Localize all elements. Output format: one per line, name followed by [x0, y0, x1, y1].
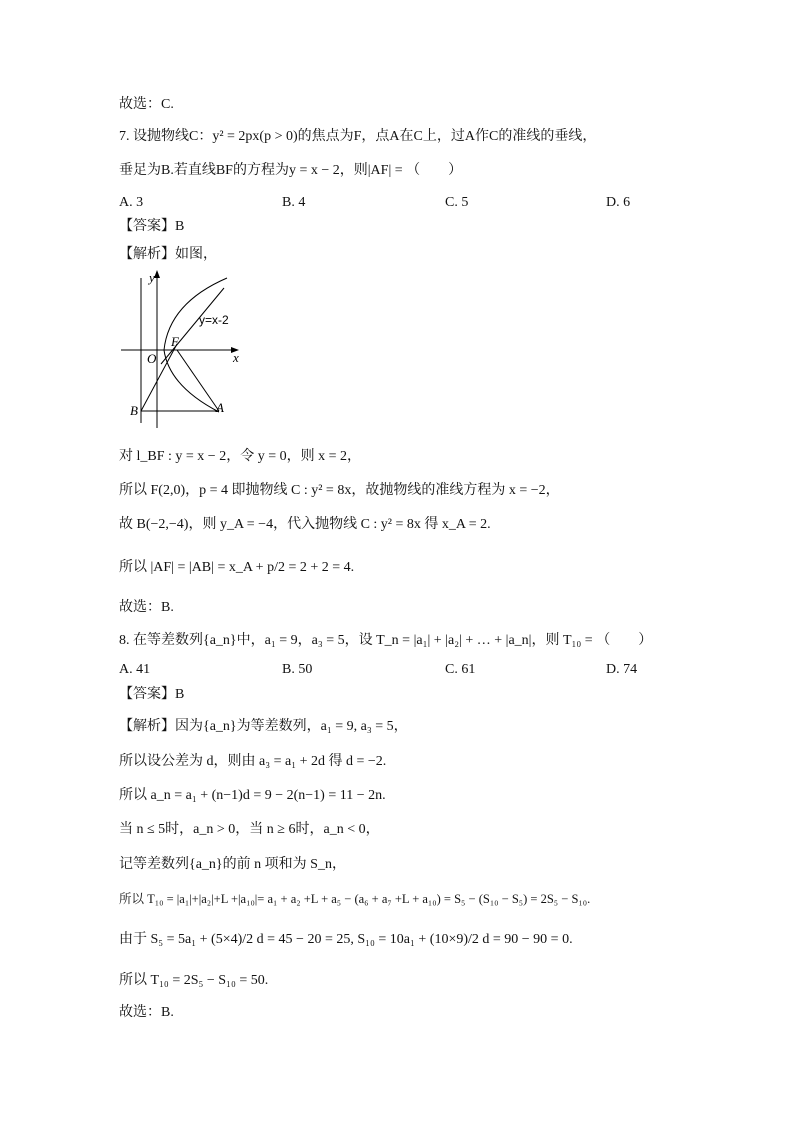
q8-option-d: D. 74: [606, 662, 638, 677]
line-equation-label: y=x-2: [199, 313, 229, 327]
q8-analysis-1: 【解析】因为{a_n}为等差数列，a₁ = 9, a₃ = 5，: [119, 719, 408, 734]
q8-analysis-2: 所以设公差为 d，则由 a₃ = a₁ + 2d 得 d = −2.: [119, 754, 387, 769]
q8-option-b: B. 50: [282, 662, 313, 677]
focus-label: F: [171, 334, 179, 349]
q7-analysis-heading: 【解析】如图，: [119, 247, 217, 262]
q8-analysis-5: 记等差数列{a_n}的前 n 项和为 S_n，: [119, 857, 346, 872]
analysis-step-1: 对 l_BF : y = x − 2，令 y = 0，则 x = 2，: [119, 449, 361, 464]
y-axis-arrow: [154, 270, 160, 278]
q8-analysis-6: 所以 T₁₀ = |a₁|+|a₂|+L +|a₁₀|= a₁ + a₂ +L + a₅ − (a₆ + a₇ +L + a₁₀) = S₅ − (S₁₀ − S₅) = 2S₅ − S₁₀.: [119, 892, 591, 906]
x-axis-label: x: [233, 350, 239, 365]
q7-option-b: B. 4: [282, 195, 306, 210]
q8-answer: 【答案】B: [119, 687, 185, 702]
q8-option-c: C. 61: [445, 662, 476, 677]
q7-answer: 【答案】B: [119, 219, 185, 234]
q8-final-choice: 故选：B.: [119, 1005, 174, 1020]
q8-option-a: A. 41: [119, 662, 151, 677]
analysis-step-4: 所以 |AF| = |AB| = x_A + p/2 = 2 + 2 = 4.: [119, 560, 355, 575]
q7-option-a: A. 3: [119, 195, 144, 210]
q8-analysis-8: 所以 T₁₀ = 2S₅ − S₁₀ = 50.: [119, 973, 269, 988]
question-8-stem: 8. 在等差数列{a_n}中，a₁ = 9，a₃ = 5，设 T_n = |a₁| + |a₂| + … + |a_n|，则 T₁₀ = （ ）: [119, 633, 653, 648]
question-7-stem-cont: 垂足为B.若直线BF的方程为y = x − 2，则|AF| = （ ）: [119, 163, 463, 178]
q7-option-d: D. 6: [606, 195, 631, 210]
q8-analysis-7: 由于 S₅ = 5a₁ + (5×4)/2 d = 45 − 20 = 25, S₁₀ = 10a₁ + (10×9)/2 d = 90 − 90 = 0.: [119, 932, 573, 947]
answer-line-prev: 故选：C.: [119, 97, 174, 112]
q7-option-c: C. 5: [445, 195, 469, 210]
q8-analysis-3: 所以 a_n = a₁ + (n−1)d = 9 − 2(n−1) = 11 − 2n.: [119, 788, 386, 803]
point-a-label: A: [216, 400, 224, 415]
question-7-stem: 7. 设抛物线C：y² = 2px(p > 0)的焦点为F，点A在C上，过A作C的准线的垂线，: [119, 129, 597, 144]
analysis-step-2: 所以 F(2,0)，p = 4 即抛物线 C : y² = 8x，故抛物线的准线方程为 x = −2，: [119, 483, 560, 498]
parabola-figure: [119, 268, 249, 428]
q8-analysis-4: 当 n ≤ 5时，a_n > 0，当 n ≥ 6时，a_n < 0，: [119, 822, 380, 837]
point-b-label: B: [130, 403, 138, 418]
origin-label: O: [147, 351, 157, 366]
analysis-step-3: 故 B(−2,−4)，则 y_A = −4，代入抛物线 C : y² = 8x 得 x_A = 2.: [119, 517, 491, 532]
segment-fa: [177, 350, 219, 411]
parabola-diagram: [119, 268, 249, 428]
y-axis-label: y: [149, 270, 155, 285]
q7-final-choice: 故选：B.: [119, 600, 174, 615]
